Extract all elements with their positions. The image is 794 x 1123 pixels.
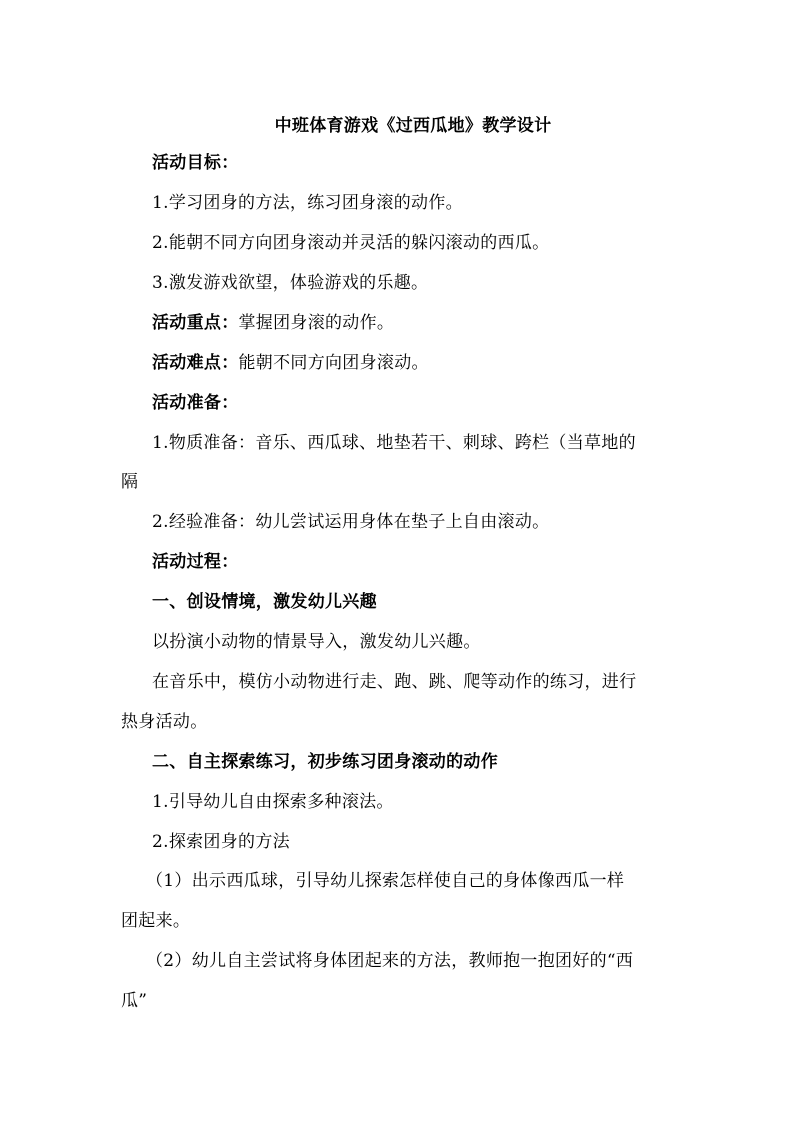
section-1-paragraph-1: 以扮演小动物的情景导入，激发幼儿兴趣。	[152, 632, 481, 652]
difficulty-label: 活动难点：	[152, 353, 239, 373]
section-2-item-1: 1.引导幼儿自由探索多种滚法。	[152, 792, 394, 812]
goals-heading: 活动目标：	[152, 153, 239, 173]
prep-item-1-line-1: 1.物质准备：音乐、西瓜球、地垫若干、刺球、跨栏（当草地的	[152, 433, 636, 453]
section-1-paragraph-2-line-1: 在音乐中，模仿小动物进行走、跑、跳、爬等动作的练习，进行	[152, 672, 637, 692]
section-1-heading: 一、创设情境，激发幼儿兴趣	[152, 592, 377, 612]
prep-heading: 活动准备：	[152, 393, 239, 413]
prep-item-1-line-2: 隔	[121, 472, 139, 492]
section-2-sub-2-line-2: 瓜”	[121, 991, 148, 1011]
section-2-sub-1-line-1: （1）出示西瓜球，引导幼儿探索怎样使自己的身体像西瓜一样	[146, 871, 625, 891]
section-2-item-2: 2.探索团身的方法	[152, 832, 290, 852]
difficulty-line	[152, 350, 429, 376]
section-2-heading: 二、自主探索练习，初步练习团身滚动的动作	[152, 752, 498, 772]
key-point-text: 掌握团身滚的动作。	[238, 313, 395, 333]
goal-item-3: 3.激发游戏欲望，体验游戏的乐趣。	[152, 273, 429, 293]
document-title: 中班体育游戏《过西瓜地》教学设计	[274, 116, 552, 136]
section-2-sub-1-line-2: 团起来。	[121, 911, 191, 931]
prep-item-2: 2.经验准备：幼儿尝试运用身体在垫子上自由滚动。	[152, 512, 550, 532]
difficulty-text: 能朝不同方向团身滚动。	[238, 353, 429, 373]
section-1-paragraph-2-line-2: 热身活动。	[121, 712, 208, 732]
goal-item-2: 2.能朝不同方向团身滚动并灵活的躲闪滚动的西瓜。	[152, 233, 550, 253]
goal-item-1: 1.学习团身的方法，练习团身滚的动作。	[152, 193, 463, 213]
section-2-sub-2-line-1: （2）幼儿自主尝试将身体团起来的方法，教师抱一抱团好的“西	[146, 951, 634, 971]
key-point-line	[152, 310, 394, 336]
process-heading: 活动过程：	[152, 552, 239, 572]
key-point-label: 活动重点：	[152, 313, 239, 333]
